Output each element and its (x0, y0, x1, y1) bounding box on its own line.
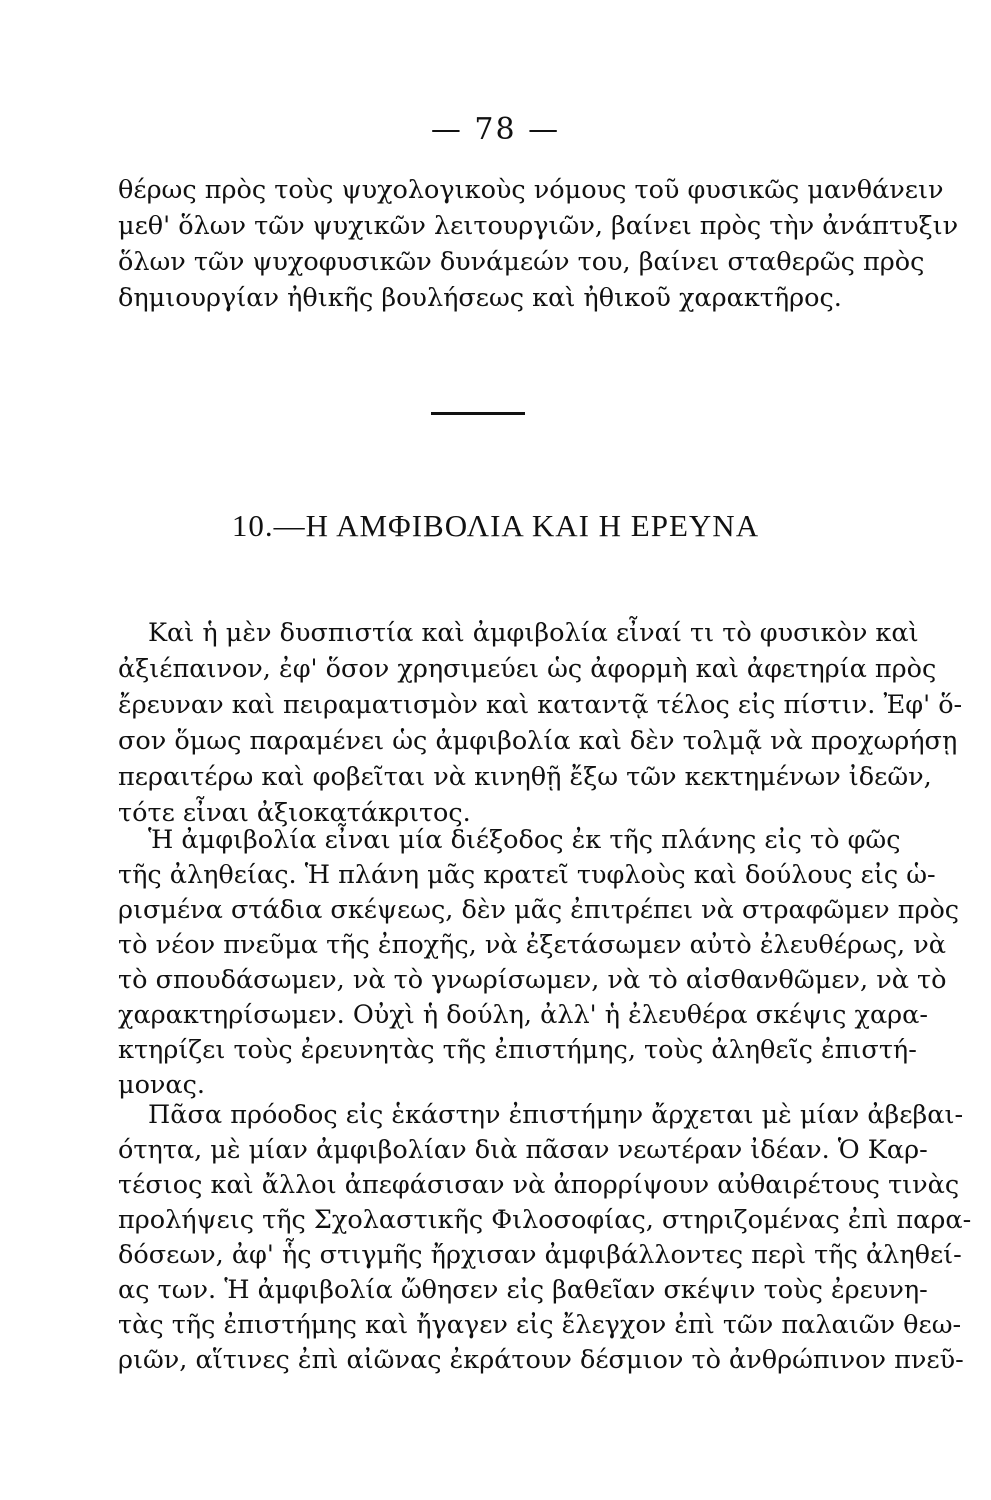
page-number: — 78 — (430, 112, 561, 147)
text-line: Καὶ ἡ μὲν δυσπιστία καὶ ἀμφιβολία εἶναί τι τὸ φυσικὸν καὶ (148, 618, 919, 648)
text-line: Πᾶσα πρόοδος εἰς ἑκάστην ἐπιστήμην ἄρχεται μὲ μίαν ἀβεβαι- (148, 1100, 964, 1130)
text-line: τὰς τῆς ἐπιστήμης καὶ ἤγαγεν εἰς ἔλεγχον ἐπὶ τῶν παλαιῶν θεω- (118, 1310, 962, 1340)
text-line: τότε εἶναι ἀξιοκατάκριτος. (118, 798, 471, 828)
section-divider (431, 412, 525, 415)
text-line: κτηρίζει τοὺς ἐρευνητὰς τῆς ἐπιστήμης, τοὺς ἀληθεῖς ἐπιστή- (118, 1035, 917, 1065)
text-line: θέρως πρὸς τοὺς ψυχολογικοὺς νόμους τοῦ φυσικῶς μανθάνειν (118, 175, 944, 205)
text-line: ὅλων τῶν ψυχοφυσικῶν δυνάμεών του, βαίνει σταθερῶς πρὸς (118, 247, 925, 277)
text-line: τὸ νέον πνεῦμα τῆς ἐποχῆς, νὰ ἐξετάσωμεν αὐτὸ ἐλευθέρως, νὰ (118, 930, 946, 960)
text-line: χαρακτηρίσωμεν. Οὐχὶ ἡ δούλη, ἀλλ' ἡ ἐλευθέρα σκέψις χαρα- (118, 1000, 929, 1030)
text-line: σον ὅμως παραμένει ὡς ἀμφιβολία καὶ δὲν τολμᾷ νὰ προχωρήσῃ (118, 726, 958, 756)
text-line: ότητα, μὲ μίαν ἀμφιβολίαν διὰ πᾶσαν νεωτέραν ἰδέαν. Ὁ Καρ- (118, 1135, 928, 1165)
section-heading: 10.—Η ΑΜΦΙΒΟΛΙΑ ΚΑΙ Η ΕΡΕΥΝΑ (231, 508, 760, 543)
text-line: ας των. Ἡ ἀμφιβολία ὤθησεν εἰς βαθεῖαν σκέψιν τοὺς ἐρευνη- (118, 1275, 928, 1305)
text-line: Ἡ ἀμφιβολία εἶναι μία διέξοδος ἐκ τῆς πλάνης εἰς τὸ φῶς (148, 825, 901, 855)
text-line: μεθ' ὅλων τῶν ψυχικῶν λειτουργιῶν, βαίνει πρὸς τὴν ἀνάπτυξιν (118, 211, 959, 241)
text-line: τέσιος καὶ ἄλλοι ἀπεφάσισαν νὰ ἀπορρίψουν αὐθαιρέτους τινὰς (118, 1170, 960, 1200)
text-line: δημιουργίαν ἠθικῆς βουλήσεως καὶ ἠθικοῦ χαρακτῆρος. (118, 283, 842, 313)
text-line: ἔρευναν καὶ πειραματισμὸν καὶ καταντᾷ τέλος εἰς πίστιν. Ἐφ' ὅ- (118, 690, 963, 720)
text-line: δόσεων, ἀφ' ἧς στιγμῆς ἤρχισαν ἀμφιβάλλοντες περὶ τῆς ἀληθεί- (118, 1240, 962, 1270)
text-line: ἀξιέπαινον, ἐφ' ὅσον χρησιμεύει ὡς ἀφορμὴ καὶ ἀφετηρία πρὸς (118, 654, 937, 684)
text-line: τῆς ἀληθείας. Ἡ πλάνη μᾶς κρατεῖ τυφλοὺς καὶ δούλους εἰς ὡ- (118, 860, 936, 890)
text-line: ριῶν, αἵτινες ἐπὶ αἰῶνας ἐκράτουν δέσμιον τὸ ἀνθρώπινον πνεῦ- (118, 1345, 964, 1375)
text-line: μονας. (118, 1070, 206, 1100)
text-line: τὸ σπουδάσωμεν, νὰ τὸ γνωρίσωμεν, νὰ τὸ αἰσθανθῶμεν, νὰ τὸ (118, 965, 947, 995)
text-line: ρισμένα στάδια σκέψεως, δὲν μᾶς ἐπιτρέπει νὰ στραφῶμεν πρὸς (118, 895, 960, 925)
text-line: προλήψεις τῆς Σχολαστικῆς Φιλοσοφίας, στηριζομένας ἐπὶ παρα- (118, 1205, 972, 1235)
text-line: περαιτέρω καὶ φοβεῖται νὰ κινηθῇ ἔξω τῶν κεκτημένων ἰδεῶν, (118, 762, 932, 792)
